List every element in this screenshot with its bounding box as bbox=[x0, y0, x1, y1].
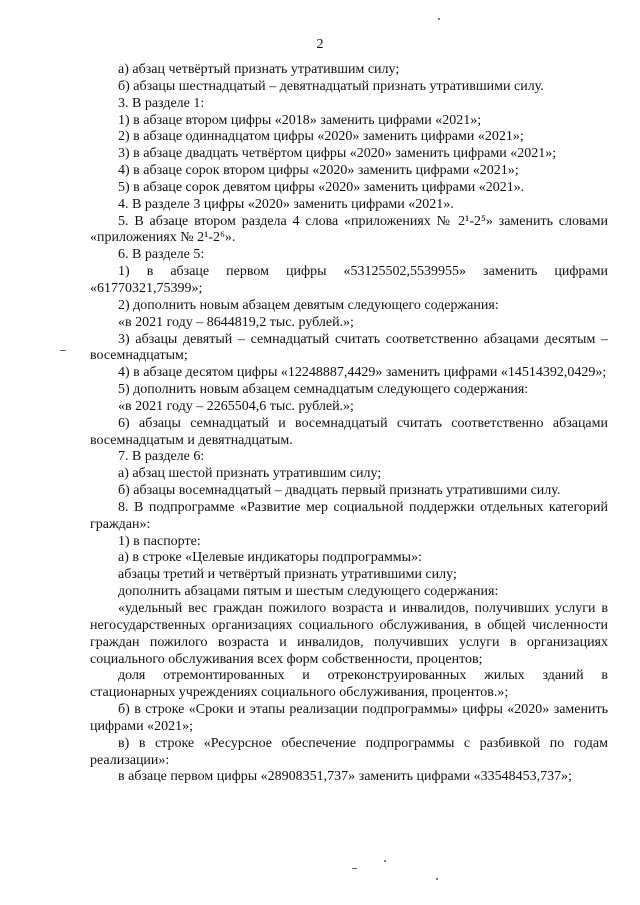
paragraph: «в 2021 году – 8644819,2 тыс. рублей.»; bbox=[118, 314, 354, 330]
page-number: 2 bbox=[316, 37, 324, 52]
paragraph: 6. В разделе 5: bbox=[118, 247, 205, 263]
paragraph: 8. В подпрограмме «Развитие мер социальной поддержки отдельных категорий граждан»: bbox=[90, 499, 608, 532]
paragraph: 1) в паспорте: bbox=[118, 533, 201, 549]
paragraph: 3) абзацы девятый – семнадцатый считать соответственно абзацами десятым – восемнадцатым; bbox=[90, 331, 608, 364]
paragraph: в абзаце первом цифры «28908351,737» заменить цифрами «33548453,737»; bbox=[118, 769, 572, 785]
scan-speck bbox=[352, 868, 357, 869]
paragraph: б) абзацы восемнадцатый – двадцать первый признать утратившими силу. bbox=[118, 483, 561, 499]
paragraph: «в 2021 году – 2265504,6 тыс. рублей.»; bbox=[118, 398, 354, 414]
scan-speck bbox=[438, 18, 440, 20]
paragraph: в) в строке «Ресурсное обеспечение подпрограммы с разбивкой по годам реализации»: bbox=[90, 735, 608, 768]
paragraph: а) абзац четвёртый признать утратившим силу; bbox=[118, 62, 400, 77]
paragraph: 4) в абзаце сорок втором цифры «2020» заменить цифрами «2021»; bbox=[118, 163, 519, 179]
paragraph: а) в строке «Целевые индикаторы подпрограммы»: bbox=[118, 550, 422, 566]
paragraph: 4. В разделе 3 цифры «2020» заменить цифрами «2021». bbox=[118, 196, 454, 212]
document-body bbox=[90, 62, 608, 786]
paragraph: б) в строке «Сроки и этапы реализации подпрограммы» цифры «2020» заменить цифрами «2021»; bbox=[90, 702, 608, 734]
scan-speck bbox=[384, 860, 386, 862]
paragraph: 2) дополнить новым абзацем девятым следующего содержания: bbox=[118, 297, 499, 313]
paragraph: доля отремонтированных и отреконструированных жилых зданий в стационарных учреждениях социального обслуживания, процентов.»; bbox=[90, 668, 608, 701]
paragraph: 1) в абзаце первом цифры «53125502,5539955» заменить цифрами «61770321,75399»; bbox=[90, 264, 608, 296]
paragraph: 1) в абзаце втором цифры «2018» заменить цифрами «2021»; bbox=[118, 112, 482, 128]
paragraph: 7. В разделе 6: bbox=[118, 449, 205, 465]
paragraph: б) абзацы шестнадцатый – девятнадцатый признать утратившими силу. bbox=[118, 78, 544, 94]
scan-speck bbox=[436, 878, 438, 880]
paragraph: «удельный вес граждан пожилого возраста и инвалидов, получивших услуги в негосударственных организациях социального обслуживания, в общей численности граждан пожилого возраста и инвалидов, получивших услуги в организациях социального обслуживания всех форм собственности, процентов; bbox=[90, 601, 608, 667]
paragraph: 6) абзацы семнадцатый и восемнадцатый считать соответственно абзацами восемнадцатым и девятнадцатым. bbox=[90, 415, 608, 448]
paragraph: 3) в абзаце двадцать четвёртом цифры «2020» заменить цифрами «2021»; bbox=[118, 146, 557, 162]
paragraph: 5. В абзаце втором раздела 4 слова «приложениях № 2¹-2⁵» заменить словами «приложениях № 2¹-2⁶». bbox=[90, 213, 608, 246]
paragraph: 2) в абзаце одиннадцатом цифры «2020» заменить цифрами «2021»; bbox=[118, 129, 524, 145]
paragraph: 4) в абзаце десятом цифры «12248887,4429» заменить цифрами «14514392,0429»; bbox=[118, 365, 607, 381]
scan-speck bbox=[60, 350, 66, 351]
paragraph: 5) в абзаце сорок девятом цифры «2020» заменить цифрами «2021». bbox=[118, 179, 525, 195]
paragraph: 3. В разделе 1: bbox=[118, 95, 205, 111]
paragraph: 5) дополнить новым абзацем семнадцатым следующего содержания: bbox=[118, 382, 529, 398]
paragraph: абзацы третий и четвёртый признать утратившими силу; bbox=[118, 567, 457, 583]
paragraph: дополнить абзацами пятым и шестым следующего содержания: bbox=[118, 584, 499, 600]
paragraph: а) абзац шестой признать утратившим силу; bbox=[118, 466, 382, 482]
